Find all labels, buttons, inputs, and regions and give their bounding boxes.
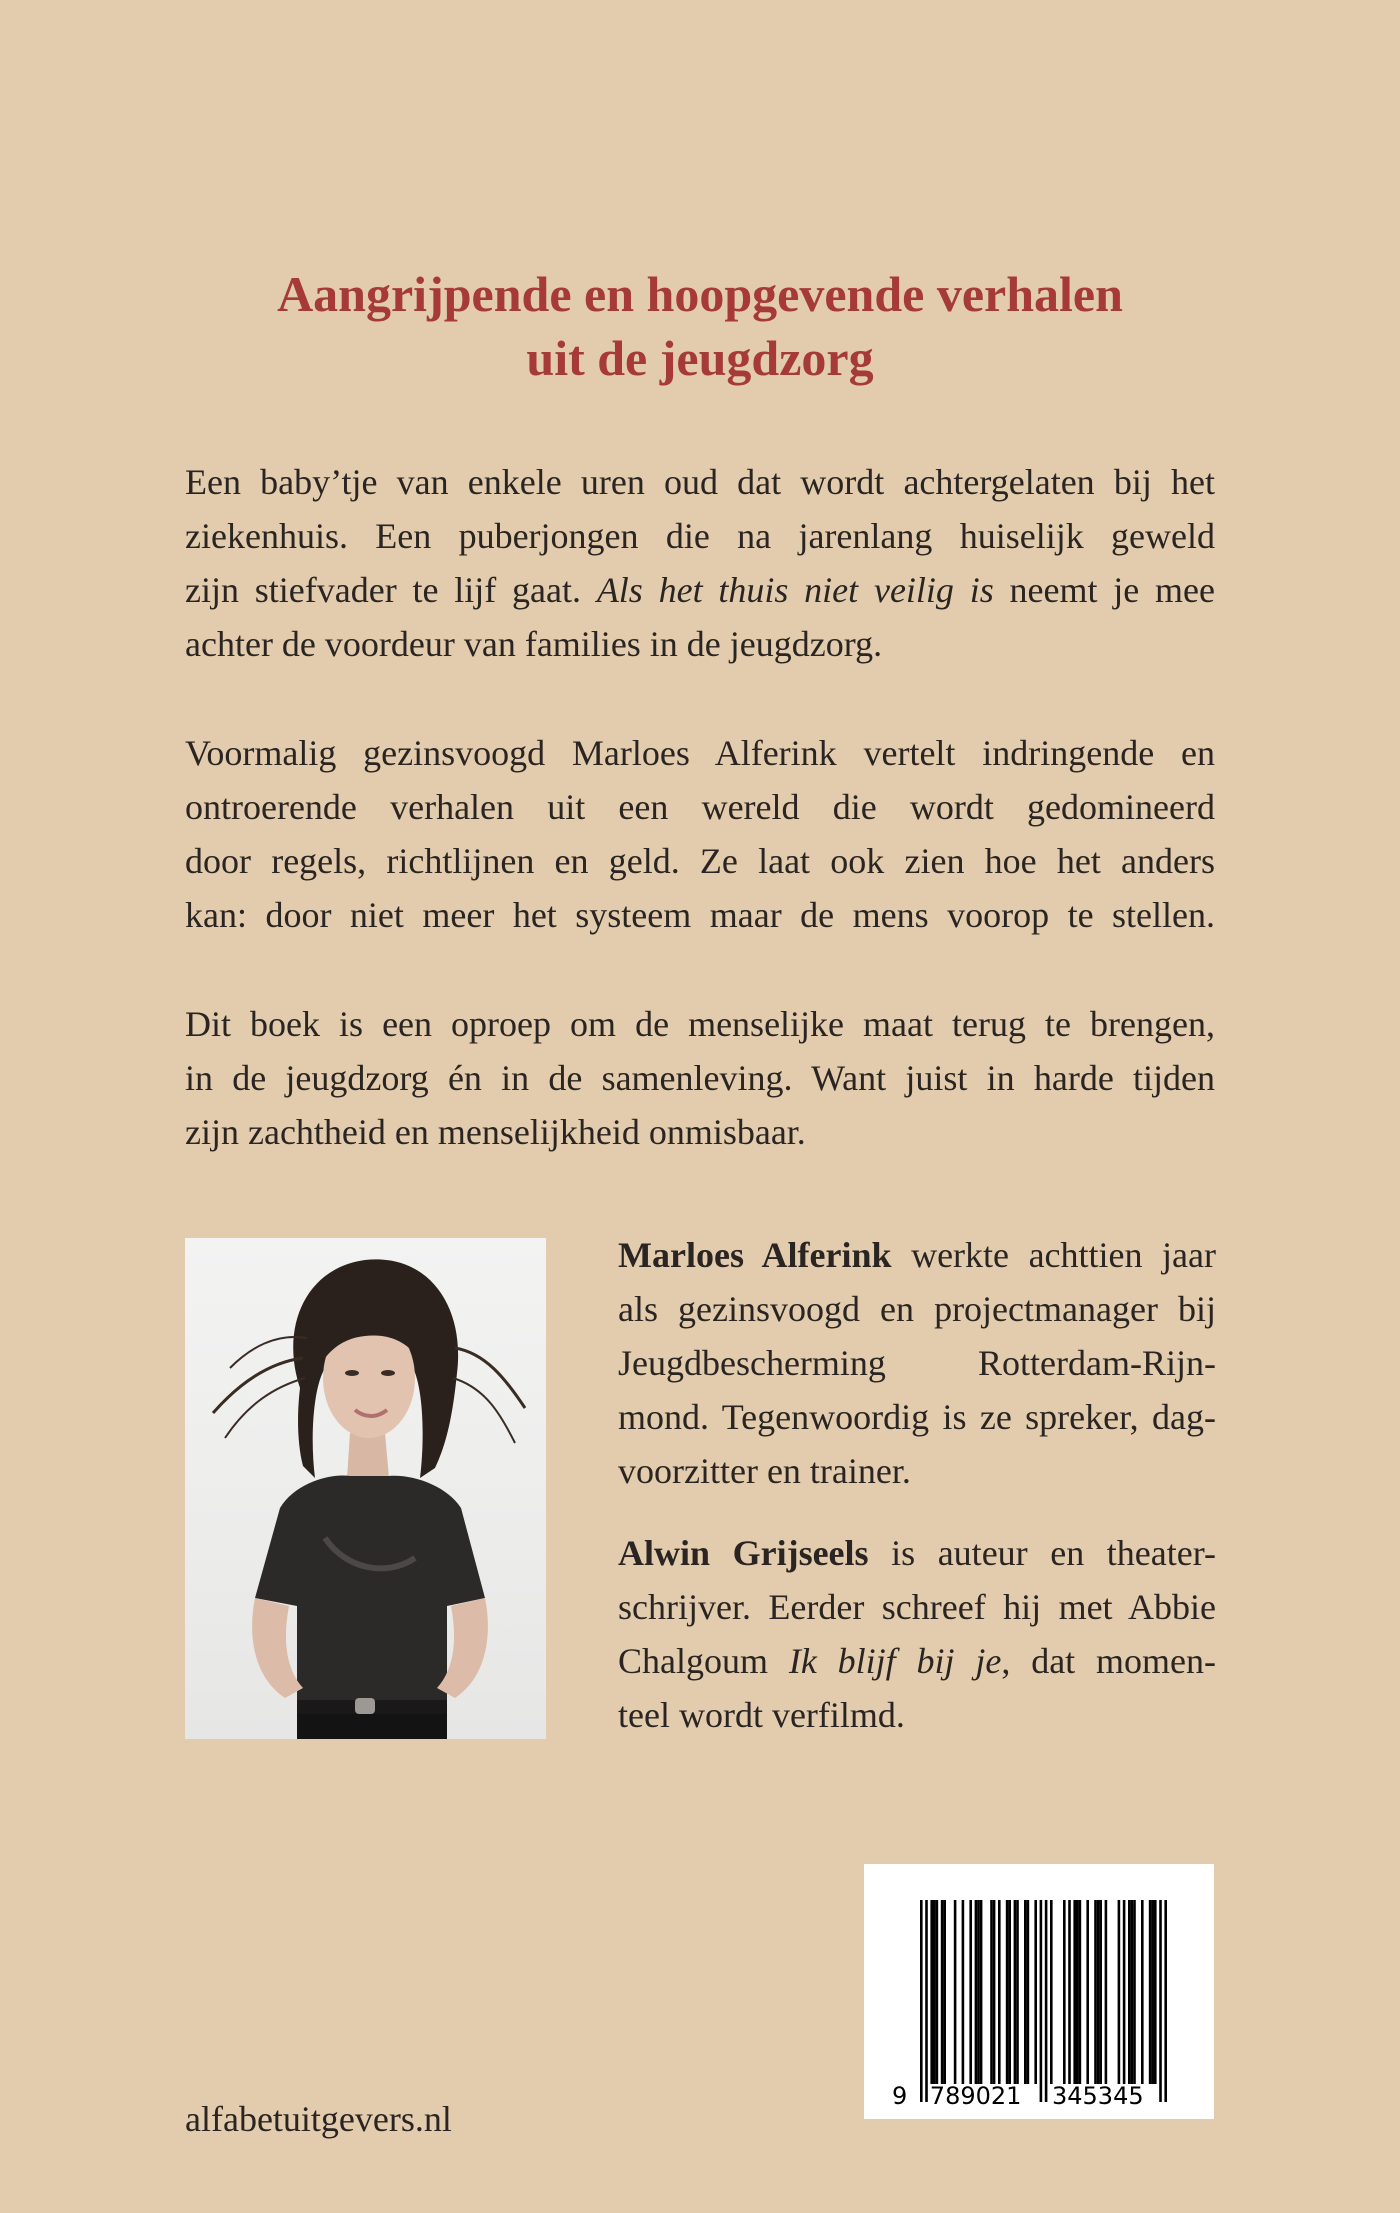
author-bio-marloes <box>618 1228 1216 1498</box>
barcode-bar <box>1068 1900 1071 2084</box>
blurb-line: Voormalig gezinsvoogd Marloes Alferink vertelt indringende en <box>185 733 1215 773</box>
barcode-bars <box>864 1864 1214 2119</box>
barcode-bar <box>920 1900 923 2102</box>
barcode-bar <box>977 1900 980 2084</box>
barcode-bar <box>980 1900 983 2084</box>
blurb-line: kan: door niet meer het systeem maar de mens voorop te stellen. <box>185 895 1215 935</box>
barcode-digits-right: 345345 <box>1052 2082 1144 2110</box>
barcode-bar <box>993 1900 996 2084</box>
author-name: Alwin Grijseels <box>618 1533 869 1573</box>
barcode-bar <box>1086 1900 1089 2084</box>
tagline-line-2: uit de jeugdzorg <box>526 330 874 386</box>
author-bio-alwin <box>618 1526 1216 1742</box>
barcode-bar <box>1133 1900 1136 2084</box>
barcode-bar <box>1079 1900 1082 2084</box>
barcode-bar <box>954 1900 957 2084</box>
barcode-bar <box>1040 1900 1043 2102</box>
barcode-bar <box>943 1900 946 2084</box>
barcode-bar <box>1063 1900 1066 2084</box>
barcode-bar <box>1105 1900 1108 2084</box>
barcode-bar <box>1097 1900 1100 2084</box>
barcode-bar <box>1123 1900 1126 2084</box>
barcode-bar <box>1151 1900 1154 2084</box>
barcode-bar <box>1154 1900 1157 2084</box>
barcode-bar <box>998 1900 1001 2084</box>
blurb-line: ziekenhuis. Een puberjongen die na jarenlang huiselijk geweld <box>185 516 1215 556</box>
bio-text: , dat momen- <box>1001 1641 1216 1681</box>
barcode-bar <box>1118 1900 1121 2084</box>
author-portrait-illustration <box>185 1238 546 1739</box>
bio-line <box>618 1228 1216 1282</box>
book-title: Als het thuis niet veilig is <box>596 570 994 610</box>
blurb-paragraph-2 <box>185 726 1215 942</box>
blurb-line: ontroerende verhalen uit een wereld die wordt gedomineerd <box>185 787 1215 827</box>
barcode-bar <box>933 1900 936 2084</box>
blurb-line <box>185 563 1215 617</box>
barcode-bar <box>1164 1900 1167 2102</box>
blurb-line: Een baby’tje van enkele uren oud dat wordt achtergelaten bij het <box>185 462 1215 502</box>
barcode-bar <box>975 1900 978 2084</box>
barcode-digits-left: 789021 <box>929 2082 1022 2110</box>
barcode-bar <box>1008 1900 1011 2084</box>
bio-line: als gezinsvoogd en projectmanager bij <box>618 1289 1216 1329</box>
blurb-line: in de jeugdzorg én in de samenleving. Want juist in harde tijden <box>185 1058 1215 1098</box>
barcode-bar <box>1131 1900 1134 2084</box>
bio-text: werkte achttien jaar <box>891 1235 1217 1275</box>
barcode-bar <box>941 1900 944 2084</box>
barcode-bar <box>969 1900 972 2084</box>
barcode-bar <box>1141 1900 1144 2084</box>
bio-line <box>618 1526 1216 1580</box>
barcode-bar <box>1159 1900 1162 2102</box>
publisher-url: alfabetuitgevers.nl <box>185 2099 452 2139</box>
barcode-bar <box>962 1900 965 2084</box>
bio-line: Jeugdbescherming Rotterdam-Rijn- <box>618 1343 1216 1383</box>
barcode-bar <box>1016 1900 1019 2084</box>
barcode-bar <box>1006 1900 1009 2084</box>
barcode-bar <box>1045 1900 1048 2102</box>
book-tagline <box>185 262 1215 390</box>
barcode-bar <box>1128 1900 1131 2084</box>
barcode-bar <box>1034 1900 1037 2084</box>
barcode-bar <box>1094 1900 1097 2084</box>
blurb-text: zijn stiefvader te lijf gaat. <box>185 570 597 610</box>
barcode-bar <box>1024 1900 1027 2084</box>
blurb-line: zijn zachtheid en menselijkheid onmisbaar. <box>185 1112 806 1152</box>
bio-line: voorzitter en trainer. <box>618 1451 911 1491</box>
tagline-line-1: Aangrijpende en hoopgevende verhalen <box>277 266 1123 322</box>
blurb-text: neemt je mee <box>993 570 1216 610</box>
author-name: Marloes Alferink <box>618 1235 892 1275</box>
bio-line: teel wordt verfilmd. <box>618 1695 905 1735</box>
bio-text: is auteur en theater- <box>868 1533 1216 1573</box>
blurb-paragraph-3 <box>185 997 1215 1159</box>
blurb-paragraph-1 <box>185 455 1215 671</box>
barcode-digit-lead: 9 <box>892 2082 908 2110</box>
barcode-bar <box>1027 1900 1030 2084</box>
barcode-bar <box>925 1900 928 2102</box>
author-photo <box>185 1238 546 1739</box>
bio-line <box>618 1634 1216 1688</box>
isbn-barcode <box>864 1864 1214 2119</box>
barcode-bar <box>1050 1900 1053 2084</box>
barcode-bar <box>936 1900 939 2084</box>
barcode-bar <box>1076 1900 1079 2084</box>
book-title: Ik blijf bij je <box>788 1641 1002 1681</box>
barcode-bar <box>930 1900 933 2084</box>
bio-line: mond. Tegenwoordig is ze spreker, dag- <box>618 1397 1216 1437</box>
blurb-line: achter de voordeur van families in de jeugdzorg. <box>185 624 883 664</box>
barcode-bar <box>1099 1900 1102 2084</box>
blurb-line: door regels, richtlijnen en geld. Ze laat ook zien hoe het anders <box>185 841 1215 881</box>
barcode-bar <box>990 1900 993 2084</box>
barcode-bar <box>1149 1900 1152 2084</box>
bio-text: Chalgoum <box>618 1641 789 1681</box>
blurb-line: Dit boek is een oproep om de menselijke maat terug te brengen, <box>185 1004 1215 1044</box>
bio-line: schrijver. Eerder schreef hij met Abbie <box>618 1587 1216 1627</box>
barcode-bar <box>1073 1900 1076 2084</box>
barcode-bar <box>1014 1900 1017 2084</box>
